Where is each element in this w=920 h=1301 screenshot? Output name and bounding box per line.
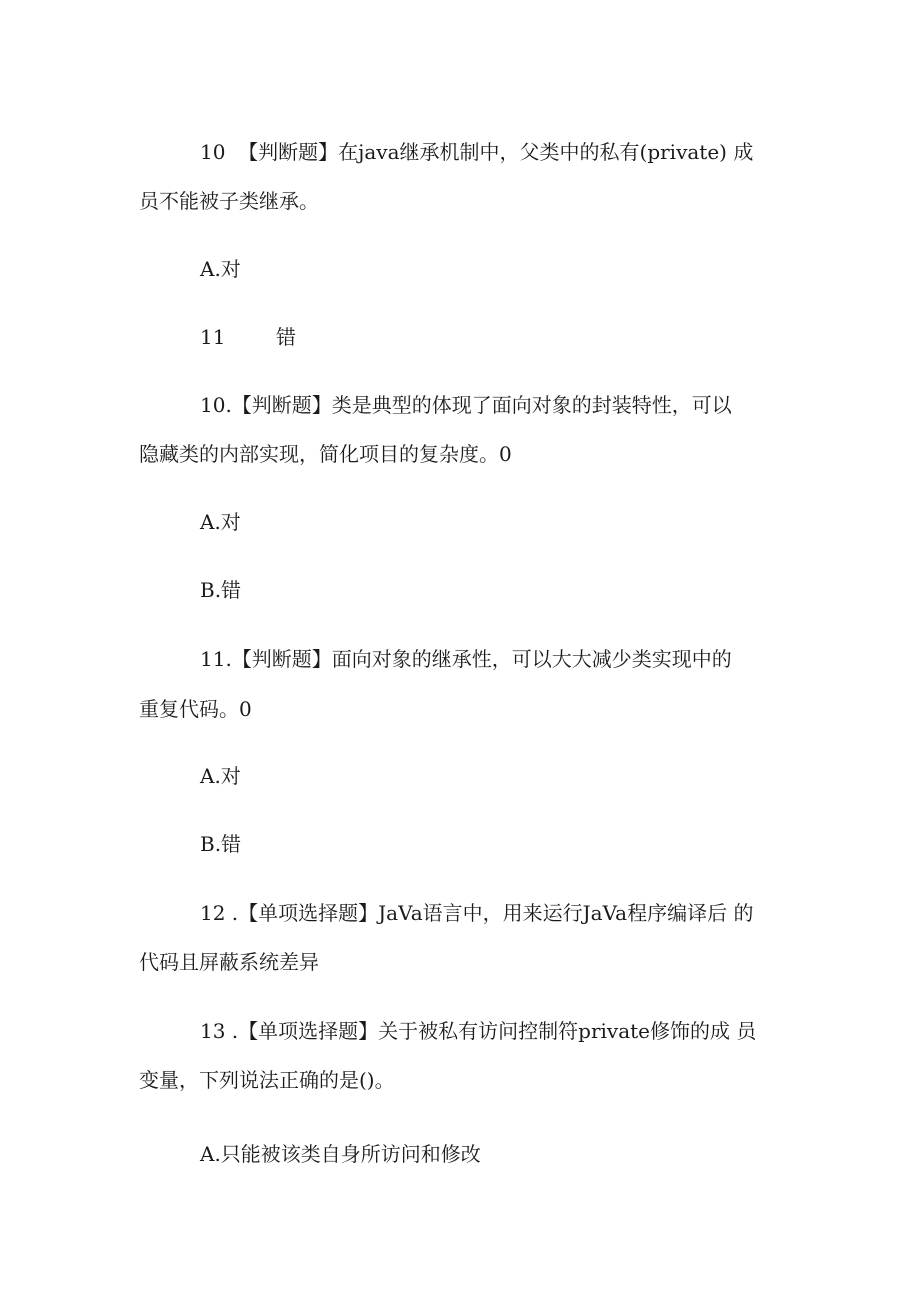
question-10-text-line1: 10 【判断题】在java继承机制中，父类中的私有(private) 成 bbox=[200, 140, 754, 164]
question-10-option-a: A.对 bbox=[200, 257, 241, 281]
item-11-answer: 错 bbox=[276, 325, 296, 349]
question-11-text-line2: 重复代码。0 bbox=[139, 697, 252, 721]
question-11-option-b: B.错 bbox=[200, 832, 242, 856]
question-10b-option-a: A.对 bbox=[200, 510, 241, 534]
question-10b-option-b: B.错 bbox=[200, 578, 242, 602]
item-11-number: 11 bbox=[200, 325, 226, 349]
question-11-option-a: A.对 bbox=[200, 764, 241, 788]
question-10b-text-line1: 10.【判断题】类是典型的体现了面向对象的封装特性，可以 bbox=[200, 393, 732, 417]
question-12-text-line2: 代码且屏蔽系统差异 bbox=[139, 950, 319, 974]
question-12-text-line1: 12 .【单项选择题】JaVa语言中，用来运行JaVa程序编译后 的 bbox=[200, 901, 754, 925]
question-11-text-line1: 11.【判断题】面向对象的继承性，可以大大减少类实现中的 bbox=[200, 647, 732, 671]
question-10b-text-line2: 隐藏类的内部实现，简化项目的复杂度。0 bbox=[139, 442, 512, 466]
question-13-text-line2: 变量，下列说法正确的是()。 bbox=[139, 1068, 395, 1092]
question-13-option-a: A.只能被该类自身所访问和修改 bbox=[200, 1142, 481, 1166]
question-10-text-line2: 员不能被子类继承。 bbox=[139, 189, 319, 213]
question-13-text-line1: 13 .【单项选择题】关于被私有访问控制符private修饰的成 员 bbox=[200, 1019, 757, 1043]
